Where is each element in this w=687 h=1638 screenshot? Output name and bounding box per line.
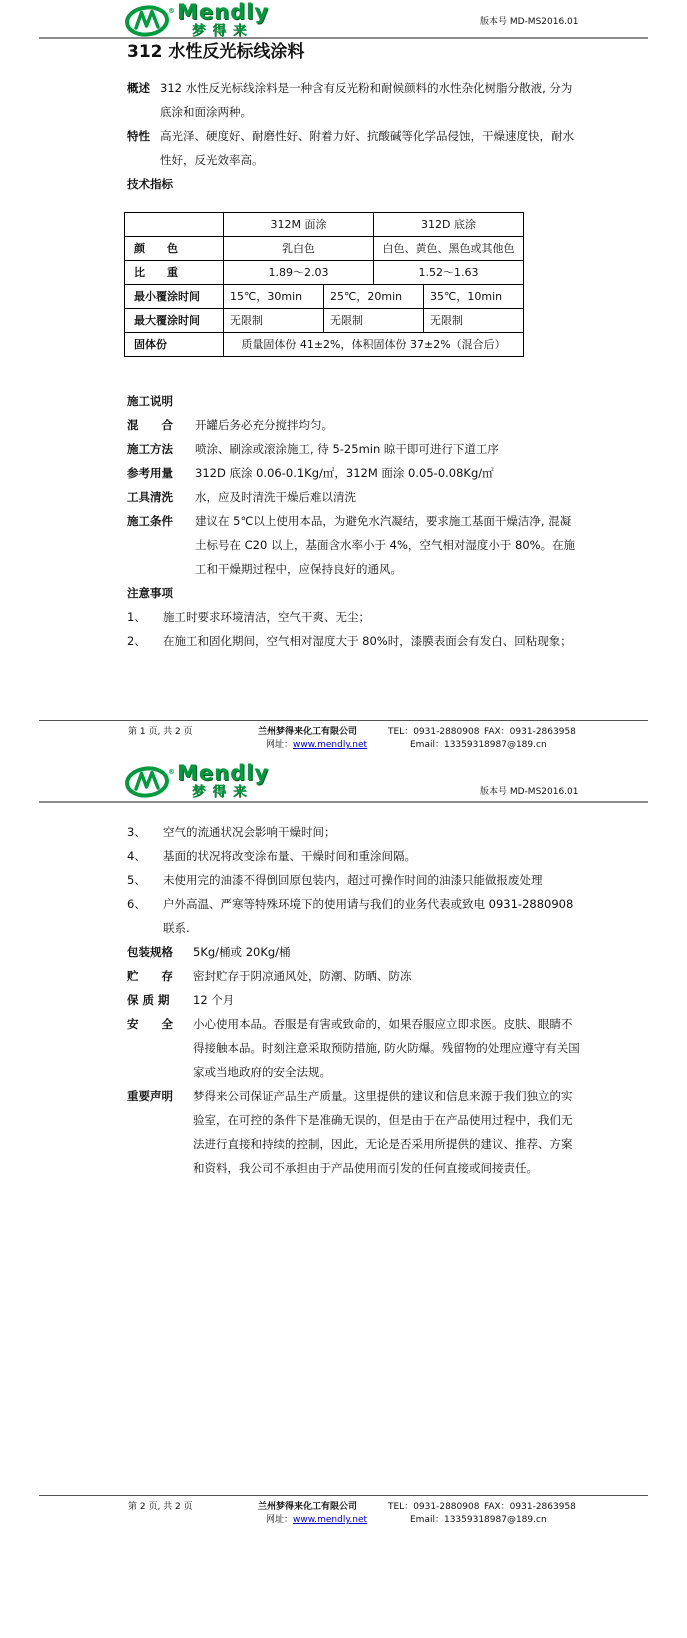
- overview-label: 概述: [127, 81, 150, 95]
- company-name: 兰州梦得来化工有限公司: [258, 1502, 358, 1512]
- website-link[interactable]: www.mendly.net: [293, 740, 368, 750]
- storage-text: 密封贮存于阴凉通风处，防潮、防晒、防冻: [193, 969, 412, 983]
- website-label: 网址：: [266, 740, 294, 750]
- shelf-life-label: 保 质 期: [127, 993, 170, 1007]
- construction-item-tools: [127, 485, 582, 509]
- spec-table: [124, 212, 524, 357]
- note-4-text: 基面的状况将改变涂布量、干燥时间和重涂间隔。: [163, 849, 416, 863]
- packaging-label: 包装规格: [127, 945, 173, 959]
- note-5-text: 未使用完的油漆不得倒回原包装内，超过可操作时间的油漆只能做报废处理: [163, 873, 543, 887]
- note-item-3: [127, 820, 582, 844]
- min-recoat-25c: 25℃，20min: [324, 285, 424, 309]
- mendly-ellipse-m-icon: [125, 763, 173, 799]
- safety-text: 小心使用本品。吞服是有害或致命的，如果吞服应立即求医。皮肤、眼睛不得接触本品。时刻注意采取预防措施, 防火防爆。残留物的处理应遵守有关国家或当地政府的安全法规。: [193, 1017, 580, 1079]
- table-row-density: [125, 261, 524, 285]
- note-2-number: 2、: [127, 634, 146, 648]
- note-4-number: 4、: [127, 849, 146, 863]
- construction-item-mixing: [127, 413, 582, 437]
- overview-row: [127, 76, 582, 124]
- email-label: Email：13359318987@189.cn: [410, 1515, 547, 1525]
- brand-wordmark: [177, 763, 269, 800]
- conditions-text: 建议在 5℃以上使用本品，为避免水汽凝结，要求施工基面干燥洁净, 混凝土标号在 C20 以上，基面含水率小于 4%，空气相对湿度小于 80%。在施工和干燥期过程中，应保持良好的通风。: [195, 514, 576, 576]
- disclaimer-label: 重要声明: [127, 1089, 173, 1103]
- table-row-solids: [125, 333, 524, 357]
- row-label-solids: 固体份: [125, 333, 224, 357]
- note-3-text: 空气的流通状况会影响干燥时间；: [163, 825, 336, 839]
- storage-label: 贮 存: [127, 969, 173, 983]
- website-row: [266, 739, 368, 751]
- mendly-ellipse-m-icon: [125, 2, 173, 38]
- note-1-text: 施工时要求环境清洁，空气干爽、无尘；: [163, 610, 370, 624]
- solids-value: 质量固体份 41±2%，体积固体份 37±2%（混合后）: [224, 333, 524, 357]
- version-label: 版本号 MD-MS2016.01: [480, 787, 579, 797]
- color-topcoat: 乳白色: [224, 237, 374, 261]
- construction-item-conditions: [127, 509, 582, 581]
- features-text: 高光泽、硬度好、耐磨性好、附着力好、抗酸碱等化学品侵蚀，干燥速度快，耐水性好，反光效率高。: [160, 129, 574, 167]
- page-number: 第 2 页, 共 2 页: [128, 1502, 193, 1512]
- version-label: 版本号 MD-MS2016.01: [480, 17, 579, 27]
- tools-label: 工具清洗: [127, 490, 173, 504]
- table-row-min-recoat: [125, 285, 524, 309]
- color-primer: 白色、黄色、黑色或其他色: [374, 237, 524, 261]
- density-primer: 1.52～1.63: [374, 261, 524, 285]
- brand-logo-p2: [125, 763, 269, 800]
- brand-name-cn: 梦得来: [192, 784, 254, 800]
- company-name: 兰州梦得来化工有限公司: [258, 727, 358, 737]
- header-divider: [39, 801, 648, 803]
- note-5-number: 5、: [127, 873, 146, 887]
- note-item-5: [127, 868, 582, 892]
- method-label: 施工方法: [127, 442, 173, 456]
- fax-label: FAX：0931-2863958: [484, 727, 576, 737]
- disclaimer-text: 梦得来公司保证产品生产质量。这里提供的建议和信息来源于我们独立的实验室，在可控的条件下是准确无误的，但是由于在产品使用过程中，我们无法进行直接和持续的控制，因此，无论是否采用所提供的建议、推荐、方案和资料，我公司不承担由于产品使用而引发的任何直接或间接责任。: [193, 1089, 573, 1175]
- overview-text: 312 水性反光标线涂料是一种含有反光粉和耐候颜料的水性杂化树脂分散液, 分为底涂和面涂两种。: [160, 81, 573, 119]
- page2-content: [127, 820, 582, 1180]
- method-text: 喷涂、刷涂或滚涂施工, 待 5-25min 晾干即可进行下道工序: [195, 442, 499, 456]
- page2-footer: [0, 1495, 687, 1531]
- construction-item-method: [127, 437, 582, 461]
- table-row-color: [125, 237, 524, 261]
- features-label: 特性: [127, 129, 150, 143]
- safety-label: 安 全: [127, 1017, 173, 1031]
- max-recoat-1: 无限制: [224, 309, 324, 333]
- disclaimer-row: [127, 1084, 582, 1180]
- max-recoat-2: 无限制: [324, 309, 424, 333]
- dosage-text: 312D 底涂 0.06-0.1Kg/㎡，312M 面涂 0.05-0.08Kg/㎡: [195, 466, 494, 480]
- header-divider: [39, 37, 648, 39]
- table-header-blank: [125, 213, 224, 237]
- specs-heading: 技术指标: [127, 177, 173, 191]
- table-header-row: [125, 213, 524, 237]
- page-number: 第 1 页, 共 2 页: [128, 727, 193, 737]
- note-item-2: [127, 629, 582, 653]
- page-2: [0, 755, 687, 1638]
- fax-label: FAX：0931-2863958: [484, 1502, 576, 1512]
- construction-heading: 施工说明: [127, 394, 173, 408]
- note-item-4: [127, 844, 582, 868]
- tel-label: TEL：0931-2880908: [388, 727, 480, 737]
- conditions-label: 施工条件: [127, 514, 173, 528]
- note-item-1: [127, 605, 582, 629]
- construction-item-dosage: [127, 461, 582, 485]
- tel-label: TEL：0931-2880908: [388, 1502, 480, 1512]
- min-recoat-35c: 35℃，10min: [424, 285, 524, 309]
- table-row-max-recoat: [125, 309, 524, 333]
- mixing-text: 开罐后务必充分搅拌均匀。: [195, 418, 333, 432]
- max-recoat-3: 无限制: [424, 309, 524, 333]
- website-row: [266, 1514, 368, 1526]
- website-label: 网址：: [266, 1515, 294, 1525]
- shelf-life-text: 12 个月: [193, 993, 235, 1007]
- brand-logo: [125, 2, 269, 39]
- page-1: [0, 0, 687, 755]
- brand-name-en: Mendly: [177, 0, 270, 24]
- row-label-max-recoat: 最大覆涂时间: [125, 309, 224, 333]
- note-3-number: 3、: [127, 825, 146, 839]
- note-6-number: 6、: [127, 897, 146, 911]
- note-6-text: 户外高温、严寒等特殊环境下的使用请与我们的业务代表或致电 0931-2880908 联系.: [163, 897, 574, 935]
- packaging-row: [127, 940, 582, 964]
- footer-divider: [39, 720, 648, 721]
- brand-name-cn: 梦得来: [192, 23, 254, 39]
- email-label: Email：13359318987@189.cn: [410, 740, 547, 750]
- safety-row: [127, 1012, 582, 1084]
- brand-name-en: Mendly: [177, 761, 270, 785]
- footer-divider: [39, 1495, 648, 1496]
- row-label-density: 比 重: [125, 261, 224, 285]
- page-title: 312 水性反光标线涂料: [127, 42, 305, 62]
- page1-content: [127, 40, 582, 653]
- row-label-min-recoat: 最小覆涂时间: [125, 285, 224, 309]
- notes-heading: 注意事项: [127, 586, 173, 600]
- note-item-6: [127, 892, 582, 940]
- brand-wordmark: [177, 2, 269, 39]
- note-2-text: 在施工和固化期间，空气相对湿度大于 80%时，漆膜表面会有发白、回粘现象；: [163, 634, 572, 648]
- mixing-label: 混 合: [127, 418, 173, 432]
- storage-row: [127, 964, 582, 988]
- page1-footer: [0, 720, 687, 756]
- shelf-life-row: [127, 988, 582, 1012]
- features-row: [127, 124, 582, 172]
- packaging-text: 5Kg/桶或 20Kg/桶: [193, 945, 291, 959]
- tools-text: 水，应及时清洗干燥后难以清洗: [195, 490, 356, 504]
- website-link[interactable]: www.mendly.net: [293, 1515, 368, 1525]
- dosage-label: 参考用量: [127, 466, 173, 480]
- table-header-topcoat: 312M 面涂: [224, 213, 374, 237]
- registered-mark: ®: [168, 7, 175, 15]
- min-recoat-15c: 15℃，30min: [224, 285, 324, 309]
- row-label-color: 颜 色: [125, 237, 224, 261]
- registered-mark: ®: [168, 768, 175, 776]
- density-topcoat: 1.89～2.03: [224, 261, 374, 285]
- note-1-number: 1、: [127, 610, 146, 624]
- table-header-primer: 312D 底涂: [374, 213, 524, 237]
